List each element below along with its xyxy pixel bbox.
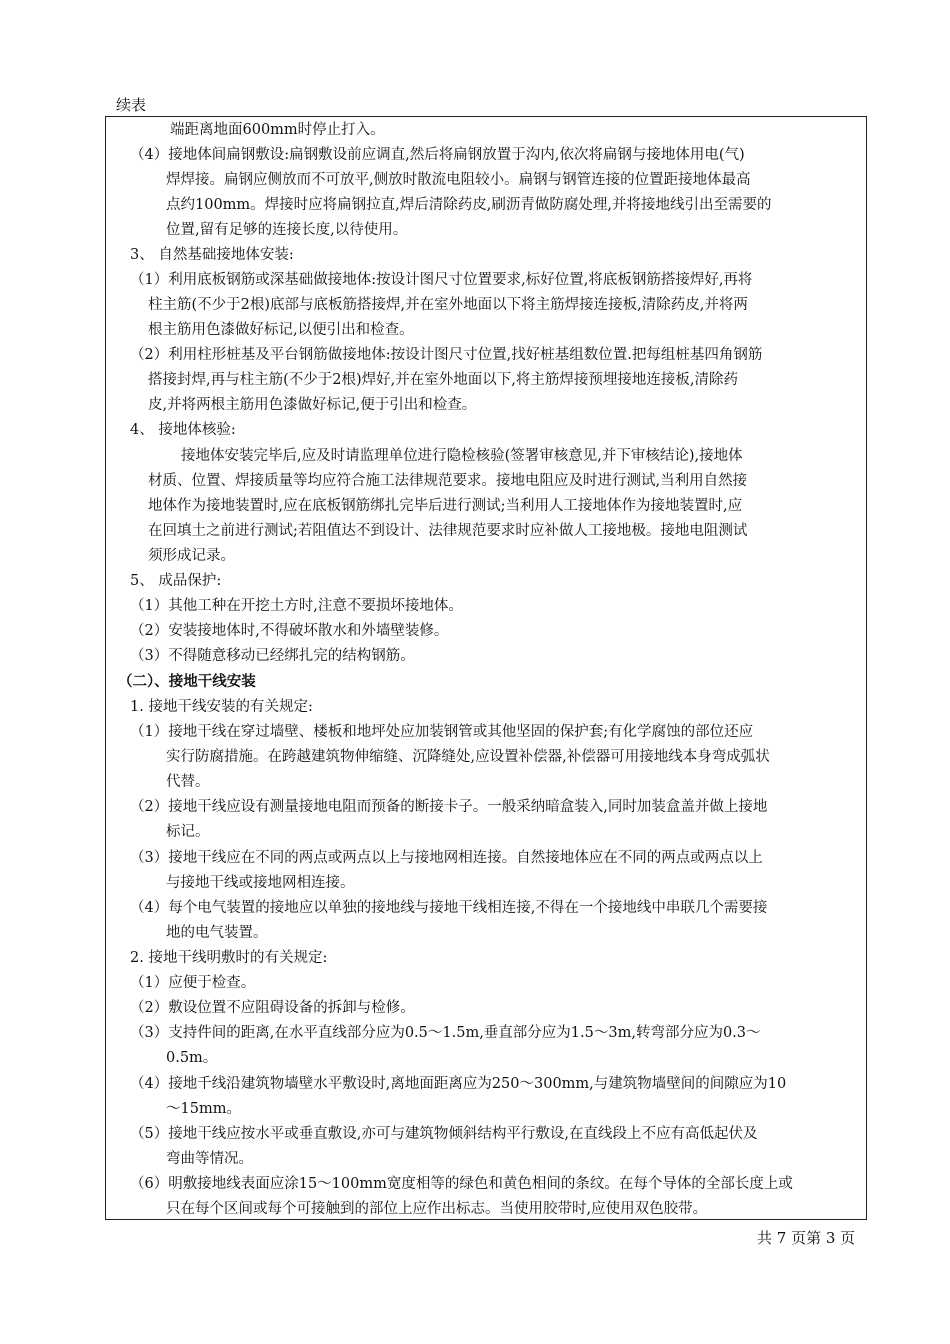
text-line: （4）每个电气装置的接地应以单独的接地线与接地干线相连接,不得在一个接地线中串联几个需要接: [130, 900, 768, 916]
text-line: （3）接地干线应在不同的两点或两点以上与接地网相连接。自然接地体应在不同的两点或两点以上: [130, 850, 763, 866]
text-line: 点约100mm。焊接时应将扁钢拉直,焊后清除药皮,刷沥青做防腐处理,并将接地线引出至需要的: [166, 197, 772, 213]
section-heading: 1. 接地干线安装的有关规定:: [130, 699, 313, 715]
text-line: （1）其他工种在开挖土方时,注意不要损坏接地体。: [130, 598, 463, 614]
continued-table-label: 续表: [116, 96, 147, 114]
text-line: 材质、位置、焊接质量等均应符合施工法律规范要求。接地电阻应及时进行测试,当利用自然接: [148, 473, 748, 489]
text-line: 代替。: [166, 774, 210, 790]
text-line: 柱主筋(不少于2根)底部与底板筋搭接焊,并在室外地面以下将主筋焊接连接板,清除药皮,并将两: [148, 297, 748, 313]
text-line: （2）敷设位置不应阻碍设备的拆卸与检修。: [130, 1000, 415, 1016]
text-line: （6）明敷接地线表面应涂15～100mm宽度相等的绿色和黄色相间的条纹。在每个导体的全部长度上或: [130, 1176, 793, 1192]
text-line: ～15mm。: [166, 1101, 241, 1117]
text-line: （3）不得随意移动已经绑扎完的结构钢筋。: [130, 648, 415, 664]
text-line: 位置,留有足够的连接长度,以待使用。: [166, 222, 408, 238]
section-heading: 3、 自然基础接地体安装:: [130, 247, 294, 263]
text-line: 接地体安装完毕后,应及时请监理单位进行隐检核验(签署审核意见,并下审核结论),接地体: [181, 448, 743, 464]
text-line: 须形成记录。: [148, 548, 235, 564]
text-line: 只在每个区间或每个可接触到的部位上应作出标志。当使用胶带时,应使用双色胶带。: [166, 1201, 708, 1217]
text-line: （3）支持件间的距离,在水平直线部分应为0.5～1.5m,垂直部分应为1.5～3m,转弯部分应为0.3～: [130, 1025, 761, 1041]
text-line: 实行防腐措施。在跨越建筑物伸缩缝、沉降缝处,应设置补偿器,补偿器可用接地线本身弯成弧状: [166, 749, 770, 765]
text-line: （1）应便于检查。: [130, 975, 256, 991]
text-line: 与接地干线或接地网相连接。: [166, 875, 355, 891]
text-line: （1）利用底板钢筋或深基础做接地体:按设计图尺寸位置要求,标好位置,将底板钢筋搭接焊好,再将: [130, 272, 753, 288]
section-heading: 4、 接地体核验:: [130, 422, 236, 438]
text-line: 地的电气装置。: [166, 925, 268, 941]
text-line: （2）安装接地体时,不得破坏散水和外墙壁装修。: [130, 623, 449, 639]
text-line: （2）接地干线应设有测量接地电阻而预备的断接卡子。一般采纳暗盒装入,同时加装盒盖并做上接地: [130, 799, 768, 815]
section-heading: 2. 接地干线明敷时的有关规定:: [130, 950, 328, 966]
text-line: （1）接地干线在穿过墙壁、楼板和地坪处应加装钢管或其他坚固的保护套;有化学腐蚀的部位还应: [130, 724, 754, 740]
text-line: 皮,并将两根主筋用色漆做好标记,便于引出和检查。: [148, 397, 477, 413]
text-line: 在回填土之前进行测试;若阻值达不到设计、法律规范要求时应补做人工接地极。接地电阻测试: [148, 523, 748, 539]
text-line: （2）利用柱形桩基及平台钢筋做接地体:按设计图尺寸位置,找好桩基组数位置.把每组桩基四角钢筋: [130, 347, 763, 363]
text-line: 地体作为接地装置时,应在底板钢筋绑扎完毕后进行测试;当利用人工接地体作为接地装置时,应: [148, 498, 743, 514]
text-line: 端距离地面600mm时停止打入。: [170, 122, 385, 138]
text-line: （4）接地千线沿建筑物墙壁水平敷设时,离地面距离应为250～300mm,与建筑物墙壁间的间隙应为10: [130, 1076, 787, 1092]
text-line: （4）接地体间扁钢敷设:扁钢敷设前应调直,然后将扁钢放置于沟内,依次将扁钢与接地体用电(气): [130, 147, 745, 163]
text-line: 0.5m。: [166, 1050, 218, 1066]
page-number: 共 7 页第 3 页: [757, 1229, 856, 1247]
text-line: 焊焊接。扁钢应侧放而不可放平,侧放时散流电阻较小。扁钢与钢管连接的位置距接地体最高: [166, 172, 751, 188]
text-line: 根主筋用色漆做好标记,以便引出和检查。: [148, 322, 414, 338]
section-heading: 5、 成品保护:: [130, 573, 222, 589]
text-line: 搭接封焊,再与柱主筋(不少于2根)焊好,并在室外地面以下,将主筋焊接预埋接地连接板,清除药: [148, 372, 738, 388]
text-line: 标记。: [166, 824, 210, 840]
text-line: 弯曲等情况。: [166, 1151, 253, 1167]
text-line: （5）接地干线应按水平或垂直敷设,亦可与建筑物倾斜结构平行敷设,在直线段上不应有高低起伏及: [130, 1126, 758, 1142]
chapter-heading: （二）、接地干线安装: [118, 673, 256, 690]
